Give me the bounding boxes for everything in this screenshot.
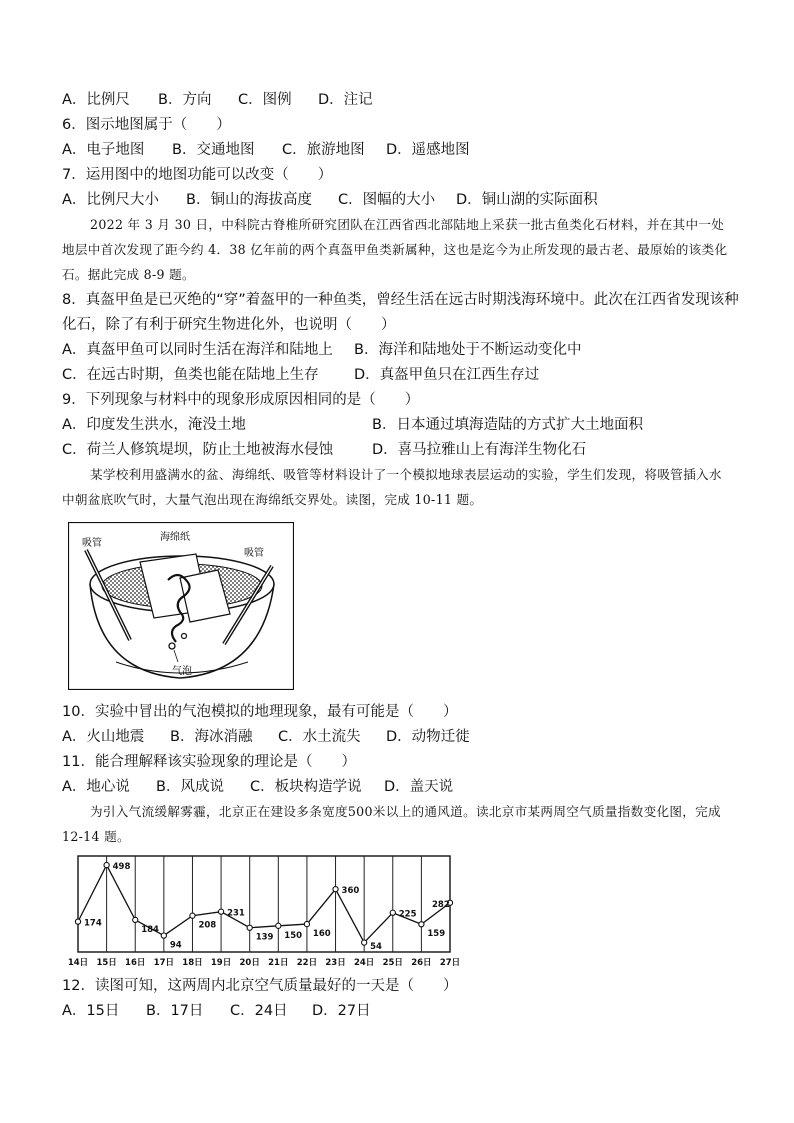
- data-point: [190, 913, 195, 918]
- data-point: [362, 940, 367, 945]
- x-tick-label: 17日: [153, 958, 175, 968]
- data-label: 360: [341, 886, 360, 897]
- x-tick-label: 20日: [239, 958, 260, 968]
- q12-stem: 12．读图可知，这两周内北京空气质量最好的一天是（ ）: [62, 978, 458, 994]
- q10-stem: 10．实验中冒出的气泡模拟的地理现象，最有可能是（ ）: [62, 704, 458, 720]
- q10-option-d: D．动物迁徙: [386, 729, 470, 745]
- x-tick-label: 25日: [382, 958, 403, 968]
- q9-option-d: D．喜马拉雅山上有海洋生物化石: [372, 442, 587, 458]
- data-point: [276, 923, 281, 928]
- q6-option-d: D．遥感地图: [386, 142, 470, 158]
- q11-option-a: A．地心说: [62, 779, 130, 795]
- q9-option-a: A．印度发生洪水，淹没土地: [62, 417, 246, 433]
- q9-option-b: B．日本通过填海造陆的方式扩大土地面积: [372, 417, 643, 433]
- q12-option-d: D．27日: [312, 1003, 371, 1019]
- x-tick-label: 22日: [296, 958, 318, 968]
- q8-option-d: D．真盔甲鱼只在江西生存过: [354, 367, 540, 383]
- q12-option-c: C．24日: [230, 1003, 288, 1019]
- data-label: 498: [112, 862, 131, 873]
- data-point: [390, 910, 395, 915]
- data-label: 225: [398, 909, 417, 920]
- data-label: 150: [284, 930, 303, 941]
- data-point: [419, 922, 424, 927]
- material-8-9: 2022 年 3 月 30 日，中科院古脊椎所研究团队在江西省西北部陆地上采获一批古鱼类化石材料，并在其中一处地层中首次发现了距今约 4．38 亿年前的两个真盔甲鱼类新属种，这也是迄今为止所发现的最古老、最原始的该类化石。据此完成 8-9 题。: [62, 217, 728, 282]
- data-point: [333, 887, 338, 892]
- x-tick-label: 26日: [411, 958, 432, 968]
- data-point: [133, 917, 138, 922]
- q5-option-d: D．注记: [318, 92, 373, 108]
- q8-option-b: B．海洋和陆地处于不断运动变化中: [354, 342, 582, 358]
- data-point: [104, 862, 109, 867]
- bubble: [182, 634, 187, 639]
- x-tick-label: 19日: [210, 958, 232, 968]
- data-point: [304, 921, 309, 926]
- x-tick-label: 16日: [125, 958, 146, 968]
- q5-option-c: C．图例: [238, 92, 292, 108]
- bubble: [169, 643, 175, 649]
- data-label: 208: [198, 920, 217, 931]
- data-label: 160: [312, 929, 331, 940]
- data-label: 282: [432, 899, 450, 910]
- q7-stem: 7．运用图中的地图功能可以改变（ ）: [62, 167, 333, 183]
- q8-option-c: C．在远古时期，鱼类也能在陆地上生存: [62, 367, 319, 383]
- q8-stem-line1: 8．真盔甲鱼是已灭绝的“穿”着盔甲的一种鱼类，曾经生活在远古时期浅海环境中。此次在江西省发现该种: [62, 292, 739, 308]
- q12-option-a: A．15日: [62, 1003, 120, 1019]
- aqi-line-chart: [62, 852, 462, 972]
- material-12-14: 为引入气流缓解雾霾，北京正在建设多条宽度500米以上的通风道。读北京市某两周空气质量指数变化图，完成 12-14 题。: [62, 804, 721, 844]
- x-tick-label: 18日: [182, 958, 203, 968]
- x-tick-label: 21日: [268, 958, 289, 968]
- q11-option-d: D．盖天说: [384, 779, 454, 795]
- data-label: 231: [227, 908, 245, 919]
- x-tick-label: 23日: [325, 958, 346, 968]
- data-label: 139: [255, 932, 274, 943]
- q6-stem: 6．图示地图属于（ ）: [62, 117, 231, 133]
- q6-option-b: B．交通地图: [172, 142, 255, 158]
- q9-option-c: C．荷兰人修筑堤坝，防止土地被海水侵蚀: [62, 442, 334, 458]
- label-sponge: 海绵纸: [160, 532, 190, 543]
- q9-stem: 9．下列现象与材料中的现象形成原因相同的是（ ）: [62, 392, 420, 408]
- x-tick-label: 27日: [439, 958, 461, 968]
- q10-option-a: A．火山地震: [62, 729, 145, 745]
- data-label: 174: [84, 918, 102, 929]
- data-point: [161, 933, 166, 938]
- x-tick-label: 14日: [67, 958, 89, 968]
- q7-option-c: C．图幅的大小: [338, 192, 436, 208]
- q11-stem: 11．能合理解释该实验现象的理论是（ ）: [62, 754, 356, 770]
- data-label: 94: [169, 940, 182, 951]
- q5-option-b: B．方向: [158, 92, 212, 108]
- q7-option-d: D．铜山湖的实际面积: [456, 192, 598, 208]
- q6-option-c: C．旅游地图: [282, 142, 365, 158]
- q7-option-b: B．铜山的海拔高度: [186, 192, 312, 208]
- q8-stem-line2: 化石，除了有利于研究生物进化外，也说明（ ）: [62, 317, 396, 333]
- q7-option-a: A．比例尺大小: [62, 192, 159, 208]
- q8-option-a: A．真盔甲鱼可以同时生活在海洋和陆地上: [62, 342, 333, 358]
- q10-option-b: B．海冰消融: [170, 729, 253, 745]
- q5-option-a: A．比例尺: [62, 92, 130, 108]
- experiment-figure: [68, 522, 294, 690]
- material-10-11: 某学校利用盛满水的盆、海绵纸、吸管等材料设计了一个模拟地球表层运动的实验，学生们发现，将吸管插入水中朝盆底吹气时，大量气泡出现在海绵纸交界处。读图，完成 10-11 题。: [62, 467, 722, 507]
- q6-option-a: A．电子地图: [62, 142, 145, 158]
- label-straw-right: 吸管: [244, 548, 264, 559]
- data-label: 54: [370, 942, 382, 952]
- x-tick-label: 15日: [96, 958, 117, 968]
- q10-option-c: C．水土流失: [278, 729, 361, 745]
- q11-option-c: C．板块构造学说: [250, 779, 362, 795]
- x-tick-label: 24日: [353, 958, 375, 968]
- data-label: 184: [141, 924, 159, 935]
- data-point: [247, 925, 252, 930]
- label-straw-left: 吸管: [82, 538, 102, 549]
- data-point: [218, 909, 223, 914]
- label-bubble: 气泡: [172, 666, 192, 677]
- data-point: [75, 919, 80, 924]
- q11-option-b: B．风成说: [156, 779, 224, 795]
- q12-option-b: B．17日: [146, 1003, 204, 1019]
- data-label: 159: [427, 929, 446, 940]
